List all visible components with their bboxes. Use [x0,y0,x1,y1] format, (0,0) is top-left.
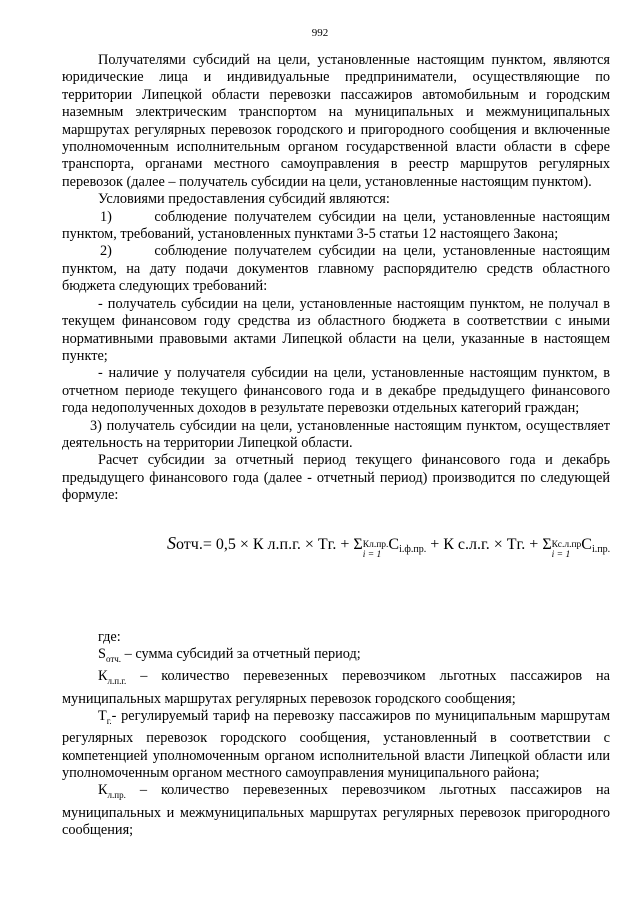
def-k2-sub: л.пр. [107,790,126,801]
definition-k-lpr [62,782,610,839]
def-t-symbol: Т [98,707,107,724]
def-k-sub: л.п.г. [107,676,127,687]
paragraph-calculation: Расчет субсидии за отчетный период текущего финансового года и декабрь предыдущего финансового года (далее - отчетный период) производится по следующей формуле: [62,452,610,504]
formula-c2-sub: i.пр. [591,543,611,555]
requirement-1: - получатель субсидии на цели, установленные настоящим пунктом, не получал в текущем финансовом году средства из областного бюджета в соответствии с иными нормативными правовыми актами Липецкой области на цели, указанные в настоящем пункте; [62,295,610,364]
def-k-symbol: К [98,668,108,685]
formula-part1: = 0,5 × К л.п.г. × Тг. + Σ [202,535,363,553]
page-number: 992 [311,27,329,39]
definition-tg [62,708,610,782]
condition-1: 1) соблюдение получателем субсидии на цели, установленные настоящим пунктом, требований, установленных пунктами 3-5 статьи 12 настоящего Закона; [62,208,610,243]
def-s-symbol: S [98,645,106,662]
document-body [62,52,610,839]
paragraph-conditions: Условиями предоставления субсидий являются: [98,191,390,208]
subsidy-formula [62,532,611,583]
condition-2: 2) соблюдение получателем субсидии на цели, установленные настоящим пунктом, на дату подачи документов главному распорядителю средств областного бюджета следующих требований: [62,243,610,295]
def-k2-text: – количество перевезенных перевозчиком льготных пассажиров на муниципальных и межмуниципальных маршрутах регулярных перевозок пригородного сообщения; [62,782,610,839]
sum2-limits [552,540,582,560]
formula-c1: С [388,535,400,553]
formula-s: S [167,532,176,553]
def-k-text: – количество перевезенных перевозчиком льготных пассажиров на муниципальных маршрутах регулярных перевозок городского сообщения; [62,668,610,707]
def-t-text: - регулируемый тариф на перевозку пассажиров по муниципальным маршрутам регулярных перевозок городского сообщения, установленный в соответствии с компетенцией уполномоченным органом исполнительной власти Липецкой области или уполномоченным органом местного самоуправления муниципального района; [62,707,610,781]
formula-s-sub: отч. [176,535,203,553]
def-t-sub: г. [106,715,112,726]
definition-k-lpg [62,668,610,708]
sum2-bottom: i = 1 [551,549,571,560]
sum1-top: Кл.пр. [362,539,389,550]
def-s-sub: отч. [105,653,122,664]
sum1-limits [363,540,389,560]
def-s-text: – сумма субсидий за отчетный период; [121,645,361,662]
sum2-top: Кс.л.пр [551,539,582,550]
formula-c1-sub: i.ф.пр. [399,543,427,555]
sum1-bottom: i = 1 [362,549,382,560]
where-label: где: [98,628,121,645]
formula-part2: + К с.л.г. × Тг. + Σ [426,535,552,553]
definition-s [62,646,610,668]
paragraph-recipients: Получателями субсидий на цели, установленные настоящим пунктом, являются юридические лица и индивидуальные предприниматели, осуществляющие по территории Липецкой области перевозки пассажиров автомобильным и городским наземным электрическим транспортом на муниципальных и межмуниципальных маршрутах регулярных перевозок городского и пригородного сообщения и включенные уполномоченным исполнительным органом государственной власти области в сфере транспорта, органами местного самоуправления в реестр маршрутов регулярных перевозок (далее – получатель субсидии на цели, установленные настоящим пунктом). [62,52,610,190]
formula-c2: С [581,535,592,553]
condition-3: 3) получатель субсидии на цели, установленные настоящим пунктом, осуществляет деятельность на территории Липецкой области. [62,417,610,451]
def-k2-symbol: К [98,782,108,799]
requirement-2: - наличие у получателя субсидии на цели, установленные настоящим пунктом, в отчетном периоде текущего финансового года и в декабре предыдущего финансового года недополученных доходов в результате перевозки отдельных категорий граждан; [62,365,610,417]
